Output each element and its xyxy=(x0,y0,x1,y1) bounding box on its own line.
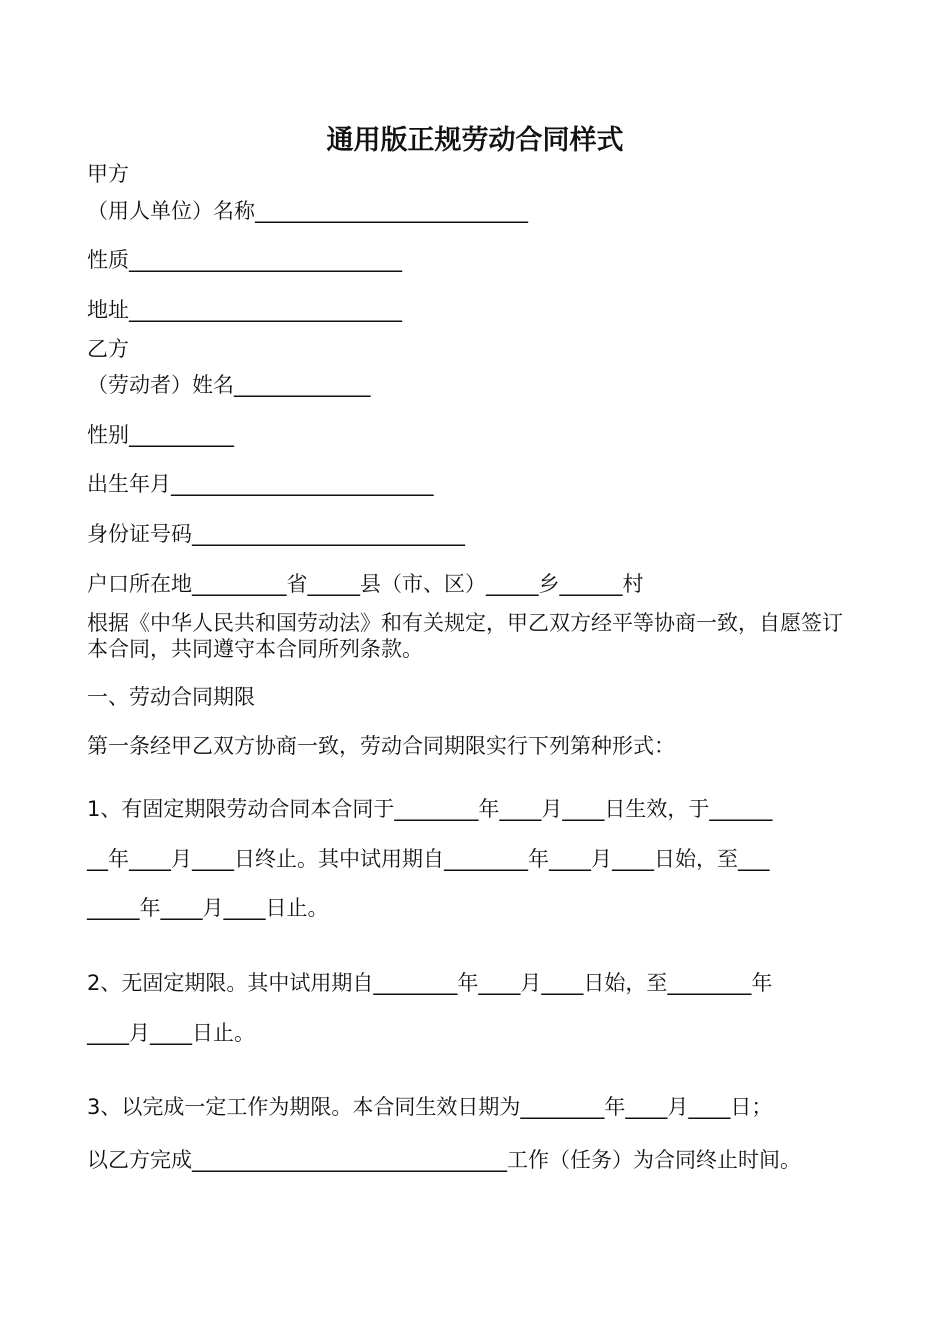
open-term-line-2: ____月____日止。 xyxy=(87,1021,255,1045)
open-term-line-1: 2、无固定期限。其中试用期自________年____月____日始，至________年 xyxy=(87,971,773,995)
employee-id-line: 身份证号码__________________________ xyxy=(87,522,465,546)
fixed-term-line-1: 1、有固定期限劳动合同本合同于________年____月____日生效，于______ xyxy=(87,797,773,821)
fixed-term-line-2: __年____月____日终止。其中试用期自________年____月____日始，至___ xyxy=(87,847,770,871)
party-a-heading: 甲方 xyxy=(87,162,129,186)
employee-gender-line: 性别__________ xyxy=(87,423,234,447)
article-one-line: 第一条经甲乙双方协商一致，劳动合同期限实行下列第种形式： xyxy=(87,734,675,758)
section-one-heading: 一、劳动合同期限 xyxy=(87,685,255,709)
employer-address-line: 地址__________________________ xyxy=(87,298,402,322)
employee-name-line: （劳动者）姓名_____________ xyxy=(87,373,371,397)
fixed-term-line-3: _____年____月____日止。 xyxy=(87,896,329,920)
employee-birth-line: 出生年月_________________________ xyxy=(87,472,434,496)
party-b-heading: 乙方 xyxy=(87,337,129,361)
document-title: 通用版正规劳动合同样式 xyxy=(326,125,624,156)
task-term-line-1: 3、以完成一定工作为期限。本合同生效日期为________年____月____日； xyxy=(87,1095,773,1119)
task-term-line-2: 以乙方完成______________________________工作（任务）为合同终止时间。 xyxy=(87,1148,801,1172)
employer-name-line: （用人单位）名称__________________________ xyxy=(87,199,528,223)
employer-nature-line: 性质__________________________ xyxy=(87,248,402,272)
household-registration-line: 户口所在地_________省_____县（市、区）_____乡______村 xyxy=(87,572,644,596)
preamble-paragraph: 根据《中华人民共和国劳动法》和有关规定，甲乙双方经平等协商一致，自愿签订本合同，共同遵守本合同所列条款。 xyxy=(87,611,843,661)
